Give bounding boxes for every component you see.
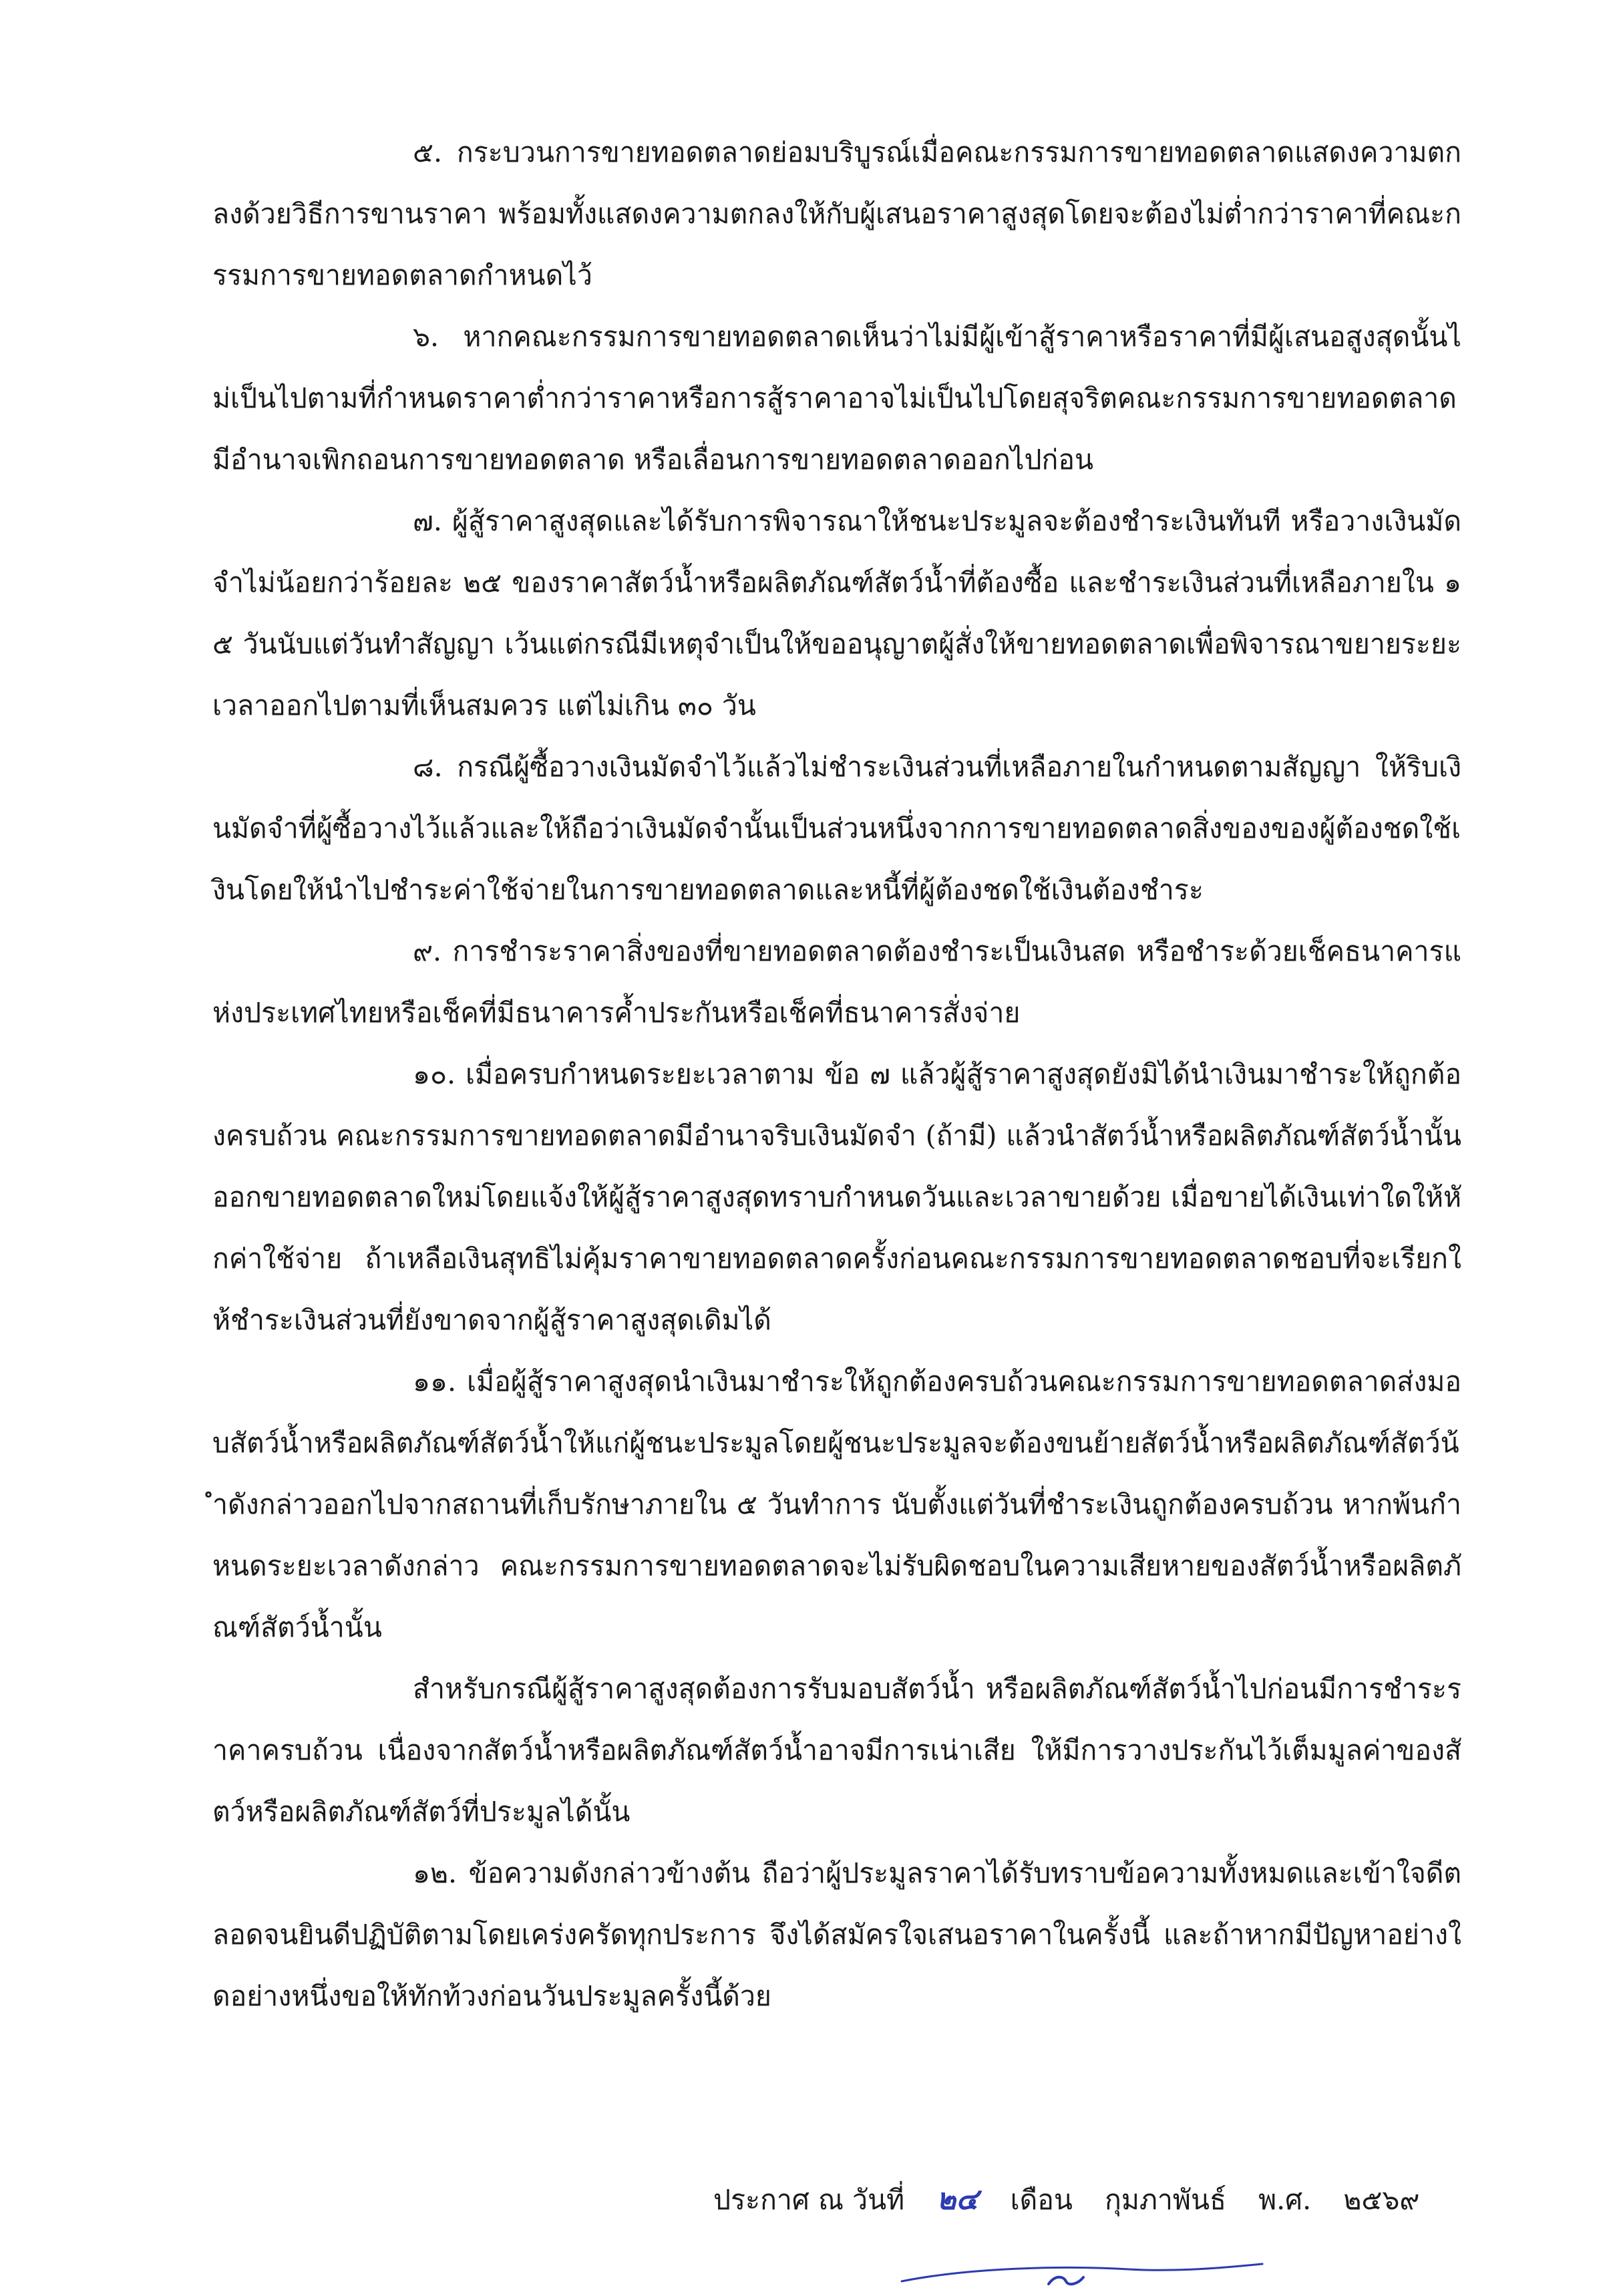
- signature-block: [888, 2261, 1289, 2288]
- clause-8: ๘. กรณีผู้ซื้อวางเงินมัดจำไว้แล้วไม่ชำระเงินส่วนที่เหลือภายในกำหนดตามสัญญา ให้ริบเงินมัดจำที่ผู้ซื้อวางไว้แล้วและให้ถือว่าเงินมัดจำนั้นเป็นส่วนหนึ่งจากการขายทอดตลาดสิ่งของของผู้ต้องชดใช้เงินโดยให้นำไปชำระค่าใช้จ่ายในการขายทอดตลาดและหนี้ที่ผู้ต้องชดใช้เงินต้องชำระ: [212, 751, 1461, 906]
- year-label: พ.ศ.: [1258, 2184, 1312, 2216]
- clause-11-note: สำหรับกรณีผู้สู้ราคาสูงสุดต้องการรับมอบสัตว์น้ำ หรือผลิตภัณฑ์สัตว์น้ำไปก่อนมีการชำระราคาครบถ้วน เนื่องจากสัตว์น้ำหรือผลิตภัณฑ์สัตว์น้ำอาจมีการเน่าเสีย ให้มีการวางประกันไว้เต็มมูลค่าของสัตว์หรือผลิตภัณฑ์สัตว์ที่ประมูลได้นั้น: [212, 1673, 1461, 1828]
- announcement-month: กุมภาพันธ์: [1105, 2184, 1226, 2216]
- announcement-date: [713, 2169, 1461, 2231]
- announcement-prefix: ประกาศ ณ วันที่: [713, 2184, 905, 2216]
- clause-5: ๕. กระบวนการขายทอดตลาดย่อมบริบูรณ์เมื่อคณะกรรมการขายทอดตลาดแสดงความตกลงด้วยวิธีการขานราคา พร้อมทั้งแสดงความตกลงให้กับผู้เสนอราคาสูงสุดโดยจะต้องไม่ต่ำกว่าราคาที่คณะกรรมการขายทอดตลาดกำหนดไว้: [212, 136, 1461, 291]
- clause-11: ๑๑. เมื่อผู้สู้ราคาสูงสุดนำเงินมาชำระให้ถูกต้องครบถ้วนคณะกรรมการขายทอดตลาดส่งมอบสัตว์น้ำหรือผลิตภัณฑ์สัตว์น้ำให้แก่ผู้ชนะประมูลโดยผู้ชนะประมูลจะต้องขนย้ายสัตว์น้ำหรือผลิตภัณฑ์สัตว์น้ำดังกล่าวออกไปจากสถานที่เก็บรักษาภายใน ๕ วันทำการ นับตั้งแต่วันที่ชำระเงินถูกต้องครบถ้วน หากพ้นกำหนดระยะเวลาดังกล่าว คณะกรรมการขายทอดตลาดจะไม่รับผิดชอบในความเสียหายของสัตว์น้ำหรือผลิตภัณฑ์สัตว์น้ำนั้น: [212, 1365, 1461, 1643]
- announcement-day: ๒๔: [936, 2182, 978, 2217]
- month-label: เดือน: [1010, 2184, 1073, 2216]
- clause-12: ๑๒. ข้อความดังกล่าวข้างต้น ถือว่าผู้ประมูลราคาได้รับทราบข้อความทั้งหมดและเข้าใจดีตลอดจนยินดีปฏิบัติตามโดยเคร่งครัดทุกประการ จึงได้สมัครใจเสนอราคาในครั้งนี้ และถ้าหากมีปัญหาอย่างใดอย่างหนึ่งขอให้ทักท้วงก่อนวันประมูลครั้งนี้ด้วย: [212, 1857, 1461, 2012]
- clause-7: ๗. ผู้สู้ราคาสูงสุดและได้รับการพิจารณาให้ชนะประมูลจะต้องชำระเงินทันที หรือวางเงินมัดจำไม่น้อยกว่าร้อยละ ๒๕ ของราคาสัตว์น้ำหรือผลิตภัณฑ์สัตว์น้ำที่ต้องซื้อ และชำระเงินส่วนที่เหลือภายใน ๑๕ วันนับแต่วันทำสัญญา เว้นแต่กรณีมีเหตุจำเป็นให้ขออนุญาตผู้สั่งให้ขายทอดตลาดเพื่อพิจารณาขยายระยะเวลาออกไปตามที่เห็นสมควร แต่ไม่เกิน ๓๐ วัน: [212, 505, 1461, 721]
- announcement-year: ๒๕๖๙: [1343, 2184, 1420, 2216]
- document-body: [212, 122, 1461, 2027]
- handwritten-signature: [888, 2261, 1289, 2288]
- clause-6: ๖. หากคณะกรรมการขายทอดตลาดเห็นว่าไม่มีผู้เข้าสู้ราคาหรือราคาที่มีผู้เสนอสูงสุดนั้นไม่เป็นไปตามที่กำหนดราคาต่ำกว่าราคาหรือการสู้ราคาอาจไม่เป็นไปโดยสุจริตคณะกรรมการขายทอดตลาดมีอำนาจเพิกถอนการขายทอดตลาด หรือเลื่อนการขายทอดตลาดออกไปก่อน: [212, 321, 1461, 476]
- clause-10: ๑๐. เมื่อครบกำหนดระยะเวลาตาม ข้อ ๗ แล้วผู้สู้ราคาสูงสุดยังมิได้นำเงินมาชำระให้ถูกต้องครบถ้วน คณะกรรมการขายทอดตลาดมีอำนาจริบเงินมัดจำ (ถ้ามี) แล้วนำสัตว์น้ำหรือผลิตภัณฑ์สัตว์น้ำนั้นออกขายทอดตลาดใหม่โดยแจ้งให้ผู้สู้ราคาสูงสุดทราบกำหนดวันและเวลาขายด้วย เมื่อขายได้เงินเท่าใดให้หักค่าใช้จ่าย ถ้าเหลือเงินสุทธิไม่คุ้มราคาขายทอดตลาดครั้งก่อนคณะกรรมการขายทอดตลาดชอบที่จะเรียกให้ชำระเงินส่วนที่ยังขาดจากผู้สู้ราคาสูงสุดเดิมได้: [212, 1058, 1461, 1336]
- clause-9: ๙. การชำระราคาสิ่งของที่ขายทอดตลาดต้องชำระเป็นเงินสด หรือชำระด้วยเช็คธนาคารแห่งประเทศไทยหรือเช็คที่มีธนาคารค้ำประกันหรือเช็คที่ธนาคารสั่งจ่าย: [212, 935, 1461, 1029]
